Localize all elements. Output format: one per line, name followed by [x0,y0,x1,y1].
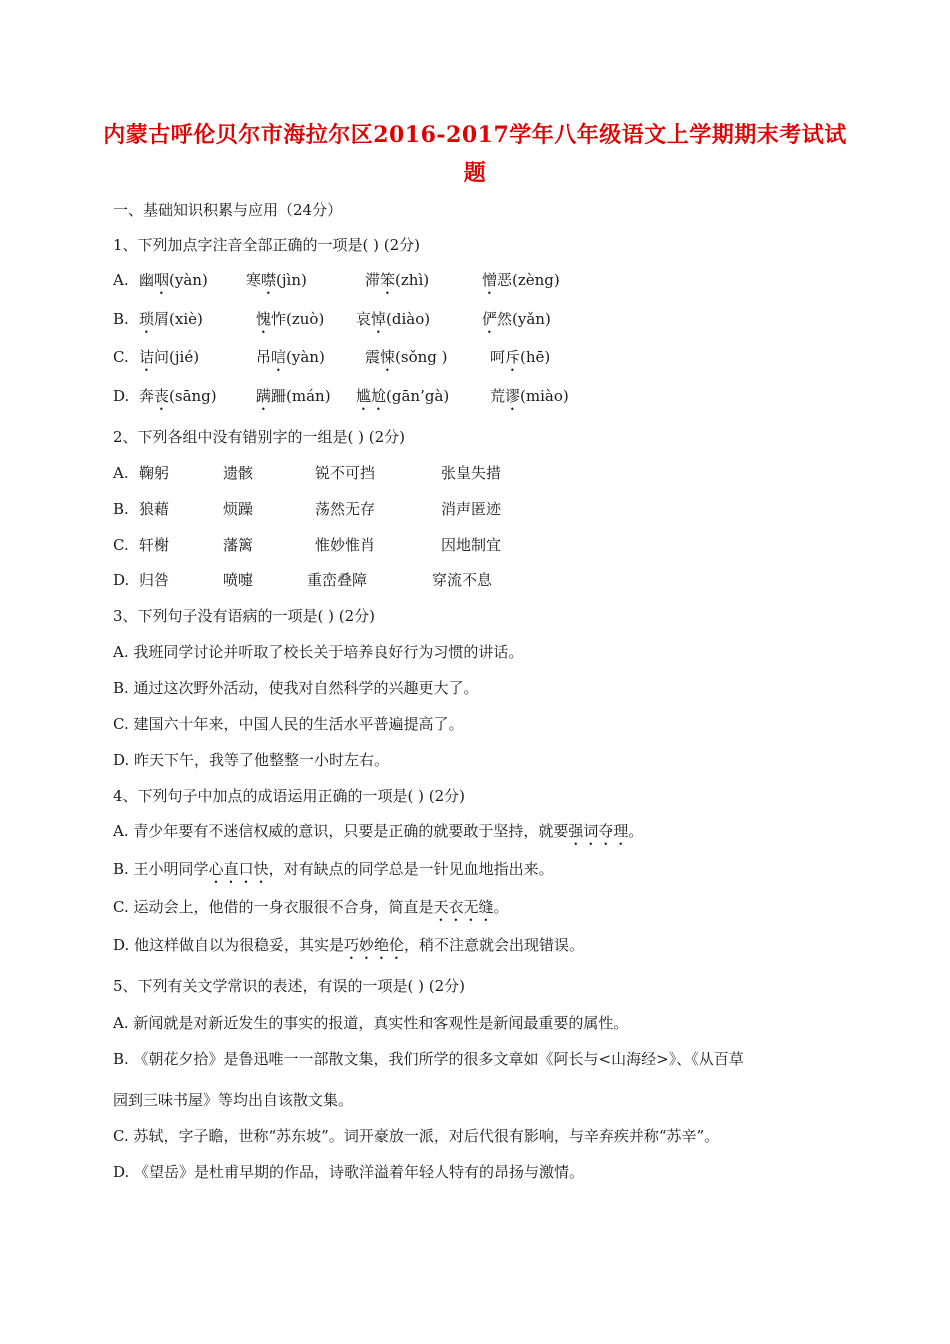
title-line-1: 内蒙古呼伦贝尔市海拉尔区2016-2017学年八年级语文上学期期末考试试 [103,122,847,148]
question-1-stem: 1、下列加点字注音全部正确的一项是( ) (2分) [113,236,421,254]
question-3-option-c: C. 建国六十年来，中国人民的生活水平普遍提高了。 [113,715,464,733]
question-3-option-d: D. 昨天下午，我等了他整整一小时左右。 [113,751,390,769]
title-line-2: 题 [463,160,487,186]
section-heading: 一、基础知识积累与应用（24分） [113,201,343,219]
question-3-option-b: B. 通过这次野外活动，使我对自然科学的兴趣更大了。 [113,679,479,697]
question-5-option-b-line-1: B. 《朝花夕拾》是鲁迅唯一一部散文集，我们所学的很多文章如《阿长与<山海经>》、《从百草 [113,1050,744,1068]
question-5-option-b-line-2: 园到三味书屋》等均出自该散文集。 [113,1091,354,1109]
question-5-option-a: A. 新闻就是对新近发生的事实的报道，真实性和客观性是新闻最重要的属性。 [113,1014,629,1032]
question-4-stem: 4、下列句子中加点的成语运用正确的一项是( ) (2分) [113,787,466,805]
question-5-option-c: C. 苏轼，字子瞻，世称“苏东坡”。词开豪放一派，对后代很有影响，与辛弃疾并称“苏辛”。 [113,1127,720,1145]
exam-title [100,116,850,192]
question-5-stem: 5、下列有关文学常识的表述，有误的一项是( ) (2分) [113,977,466,995]
question-3-option-a: A. 我班同学讨论并听取了校长关于培养良好行为习惯的讲话。 [113,643,524,661]
question-4-option-c: C. 运动会上，他借的一身衣服很不合身，简直是天衣无缝。 [113,898,509,916]
question-4-option-d: D. 他这样做自以为很稳妥，其实是巧妙绝伦，稍不注意就会出现错误。 [113,936,585,954]
question-2-stem: 2、下列各组中没有错别字的一组是( ) (2分) [113,428,406,446]
question-5-option-d: D. 《望岳》是杜甫早期的作品，诗歌洋溢着年轻人特有的昂扬与激情。 [113,1163,585,1181]
question-3-stem: 3、下列句子没有语病的一项是( ) (2分) [113,607,376,625]
exam-page: 内蒙古呼伦贝尔市海拉尔区2016-2017学年八年级语文上学期期末考试试 题 一、基础知识积累与应用（24分） 1、下列加点字注音全部正确的一项是( ) (2分) A. 幽咽(yàn) 寒噤(jìn) 滞笨(zhì) 憎恶(zèng) B. 琐屑(xiè) 愧怍(zuò) 哀悼(diào) 俨然(yǎn) C. 诘问(jié) 吊唁(yàn) 震悚(sǒng ) 呵斥(hē) D. 奔丧(sāng) 蹒跚(mán) 尴尬(gān’gà) 荒谬(miào) 2、下列各组中没有错别字的一组是( ) (2分) A. 鞠躬 遗骸 锐不可挡 张皇失措 B. 狼藉 烦躁 荡然无存 消声匿迹 C. 轩榭 藩篱 惟妙惟肖 因地制宜 D. 归咎 喷嚏 重峦叠障 穿流不息 3、下列句子没有语病的一项是( ) (2分) A. 我班同学讨论并听取了校长关于培养良好行为习惯的讲话。 B. 通过这次野外活动，使我对自然科学的兴趣更大了。 C. 建国六十年来，中国人民的生活水平普遍提高了。 D. 昨天下午，我等了他整整一小时左右。 4、下列句子中加点的成语运用正确的一项是( ) (2分) A. 青少年要有不迷信权威的意识，只要是正确的就要敢于坚持，就要强词夺理。 B. 王小明同学心直口快，对有缺点的同学总是一针见血地指出来。 C. 运动会上，他借的一身衣服很不合身，简直是天衣无缝。 D. 他这样做自以为很稳妥，其实是巧妙绝伦，稍不注意就会出现错误。 5、下列有关文学常识的表述，有误的一项是( ) (2分) A. 新闻就是对新近发生的事实的报道，真实性和客观性是新闻最重要的属性。 B. 《朝花夕拾》是鲁迅唯一一部散文集，我们所学的很多文章如《阿长与<山海经>》、《从百草 园到三味书屋》等均出自该散文集。 C. 苏轼，字子瞻，世称“苏东坡”。词开豪放一派，对后代很有影响，与辛弃疾并称“苏辛”。 D. 《望岳》是杜甫早期的作品，诗歌洋溢着年轻人特有的昂扬与激情。 [0,0,950,1344]
question-4-option-b: B. 王小明同学心直口快，对有缺点的同学总是一针见血地指出来。 [113,860,554,878]
question-4-option-a: A. 青少年要有不迷信权威的意识，只要是正确的就要敢于坚持，就要强词夺理。 [113,822,644,840]
